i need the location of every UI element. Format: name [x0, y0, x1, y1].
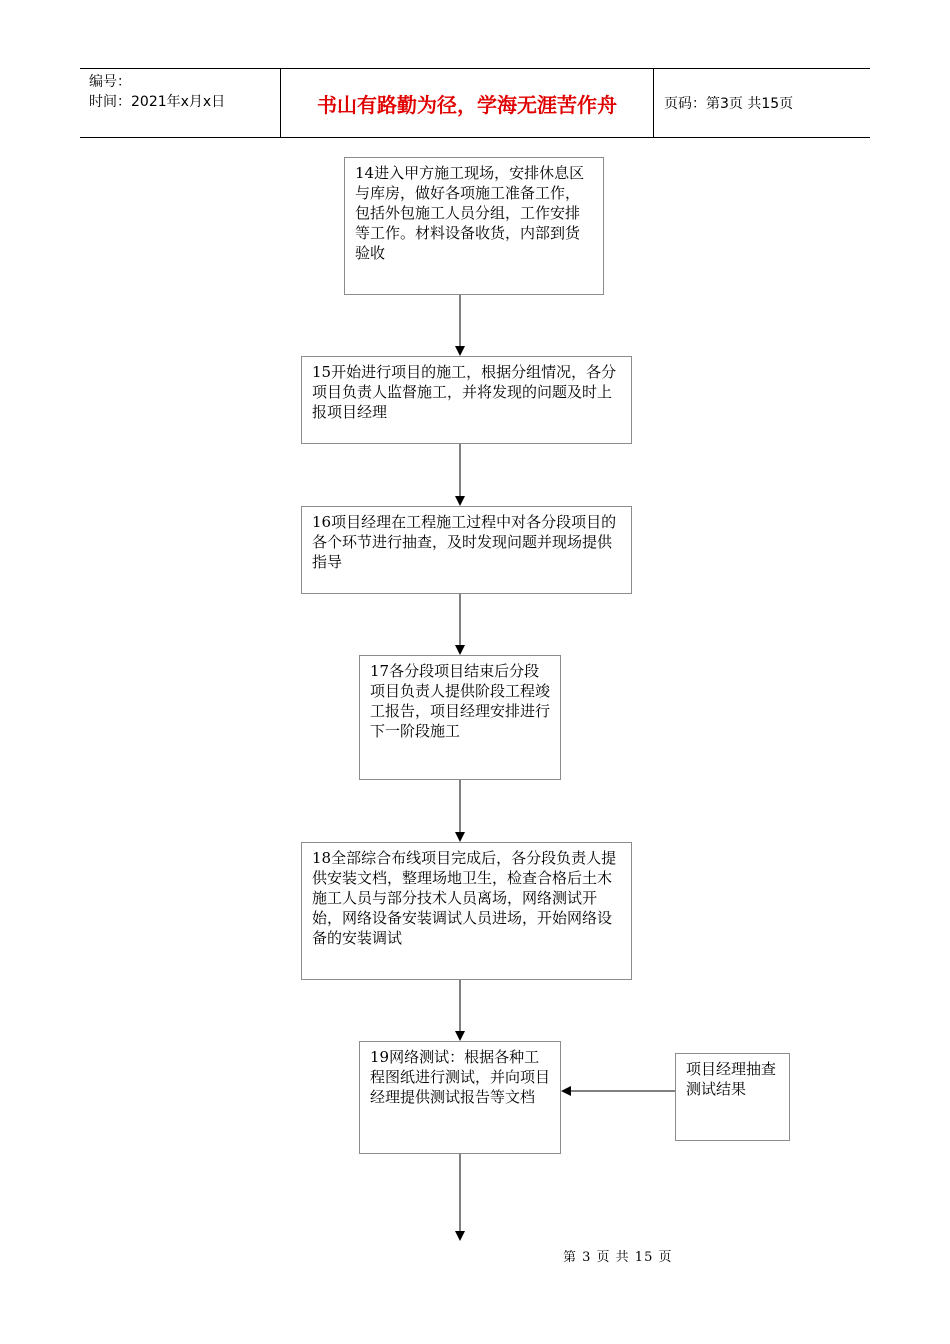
flow-side-note: 项目经理抽查测试结果	[675, 1053, 790, 1141]
page-info: 页码：第3页 共15页	[664, 96, 794, 112]
motto-text: 书山有路勤为径，学海无涯苦作舟	[317, 92, 617, 117]
flow-step-14: 14进入甲方施工现场，安排休息区与库房，做好各项施工准备工作，包括外包施工人员分组，工作安排等工作。材料设备收货，内部到货验收	[344, 157, 604, 295]
flow-step-19: 19网络测试：根据各种工程图纸进行测试，并向项目经理提供测试报告等文档	[359, 1041, 561, 1154]
time-label: 时间：2021年x月x日	[89, 94, 226, 110]
flow-step-18: 18全部综合布线项目完成后，各分段负责人提供安装文档，整理场地卫生，检查合格后土木施工人员与部分技术人员离场，网络测试开始，网络设备安装调试人员进场，开始网络设备的安装调试	[301, 842, 632, 980]
number-label: 编号：	[89, 74, 131, 90]
page-footer: 第 3 页 共 15 页	[563, 1250, 673, 1265]
flow-step-16: 16项目经理在工程施工过程中对各分段项目的各个环节进行抽查，及时发现问题并现场提供指导	[301, 506, 632, 594]
flow-step-15: 15开始进行项目的施工，根据分组情况，各分项目负责人监督施工，并将发现的问题及时上报项目经理	[301, 356, 632, 444]
flow-step-17: 17各分段项目结束后分段项目负责人提供阶段工程竣工报告，项目经理安排进行下一阶段施工	[359, 655, 561, 780]
